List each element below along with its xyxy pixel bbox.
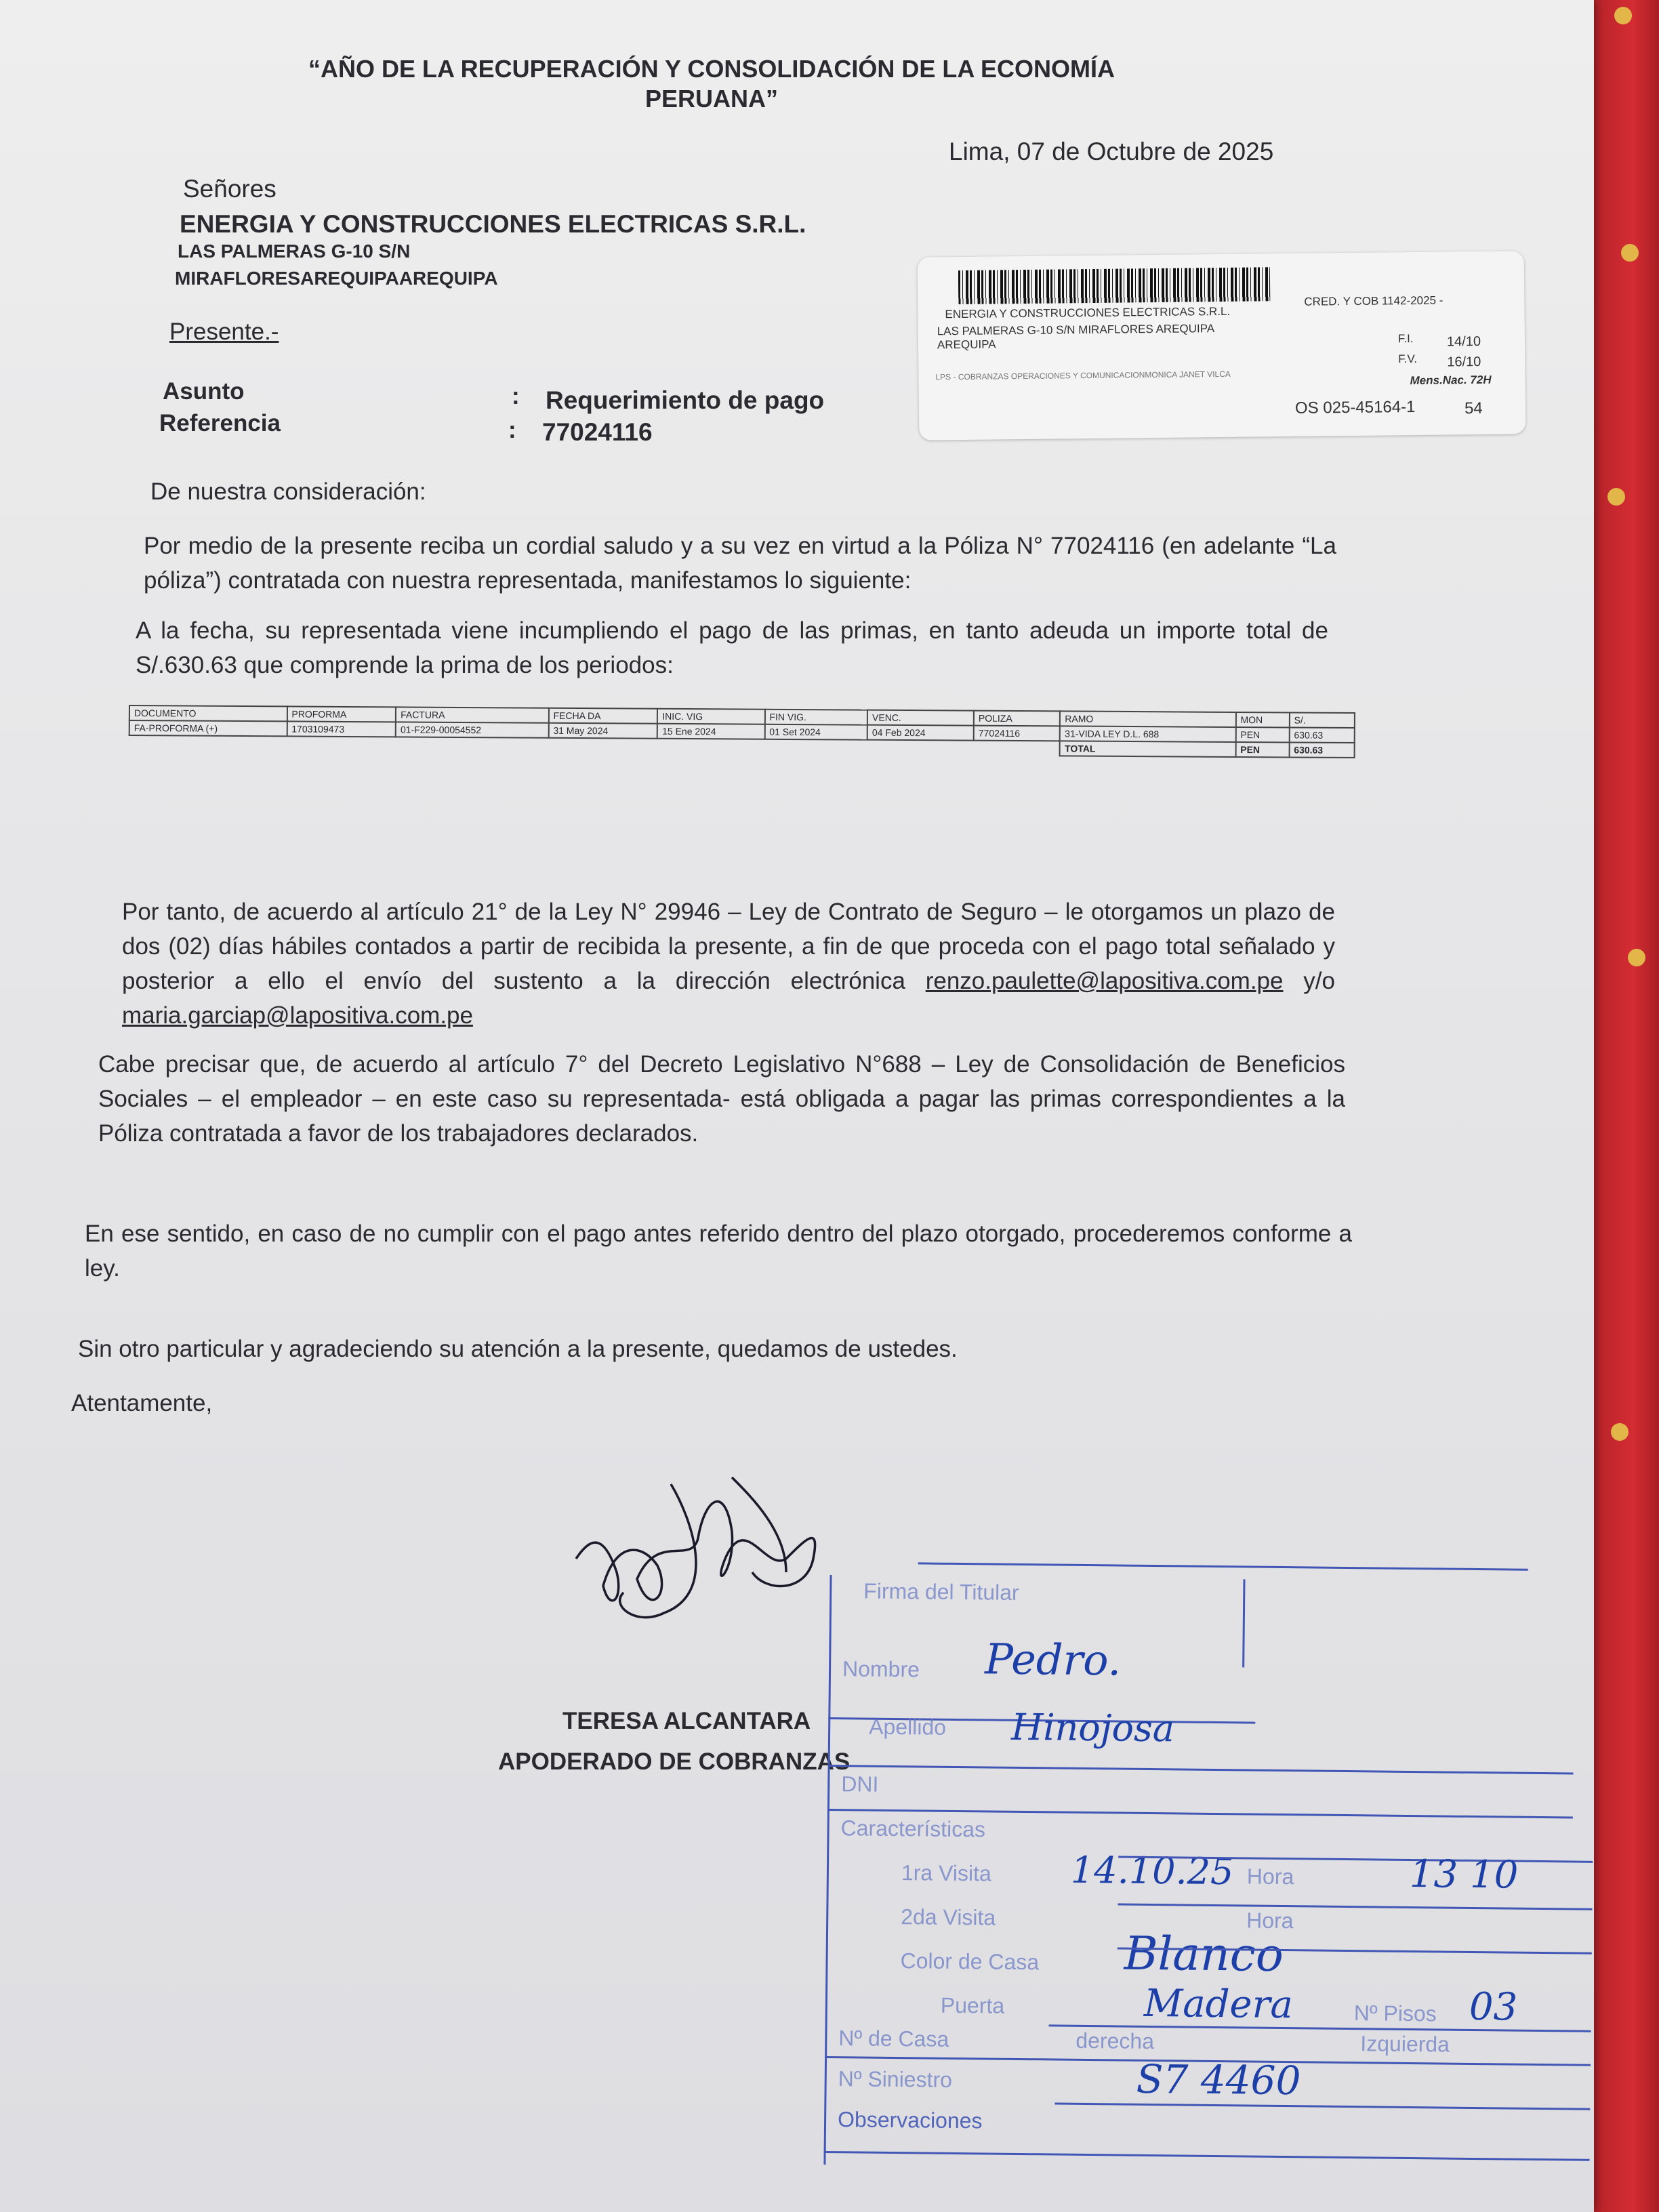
table-cell: 01-F229-00054552 [396, 722, 549, 737]
sticker-sender: LPS - COBRANZAS OPERACIONES Y COMUNICACIONMONICA JANET VILCA [935, 369, 1231, 382]
year-motto [136, 54, 1288, 114]
label-apellido: Apellido [869, 1714, 947, 1740]
sticker-recipient: ENERGIA Y CONSTRUCCIONES ELECTRICAS S.R.L. [945, 304, 1231, 321]
handwritten-apellido: Hinojosa [1010, 1705, 1175, 1750]
handwritten-pisos: 03 [1469, 1984, 1518, 2030]
stamp-line [918, 1562, 1528, 1570]
table-cell: 04 Feb 2024 [867, 725, 974, 741]
label-derecha: derecha [1076, 2028, 1155, 2054]
cloth-dot [1628, 949, 1645, 966]
table-cell: FA-PROFORMA (+) [129, 720, 287, 736]
asunto-label: Asunto [163, 378, 245, 405]
table-cell: 31 May 2024 [548, 723, 657, 739]
total-value: 630.63 [1289, 742, 1354, 758]
sticker-fi-label: F.I. [1397, 332, 1414, 346]
table-header: INIC. VIG [657, 709, 764, 724]
paragraph-3-text: Por tanto, de acuerdo al artículo 21° de la Ley N° 29946 – Ley de Contrato de Seguro – le otorgamos un plazo de dos (02) días hábiles contados a partir de recibida la presente, a fin de que proceda con el pago total señalado y posterior a ello el envío del sustento a la dirección electrónica [122, 899, 1335, 994]
table-header: FECHA DA [548, 708, 657, 724]
asunto-value: Requerimiento de pago [546, 386, 825, 414]
total-label: TOTAL [1060, 741, 1235, 757]
referencia-colon: : [508, 417, 516, 443]
referencia-value: 77024116 [542, 418, 653, 446]
label-caracteristicas: Características [840, 1816, 986, 1842]
courier-delivery-stamp [823, 1561, 1594, 2179]
stamp-line [828, 1765, 1574, 1775]
paragraph-2: A la fecha, su representada viene incumpliendo el pago de las primas, en tanto adeuda un importe total de S/.630.63 que comprende la prima de los periodos: [136, 617, 1328, 678]
table-header: PROFORMA [287, 706, 396, 722]
table-header: FACTURA [396, 707, 549, 722]
label-izquierda: Izquierda [1360, 2031, 1450, 2057]
signer-role: APODERADO DE COBRANZAS [498, 1748, 851, 1775]
background-tablecloth [1594, 0, 1659, 2212]
stamp-line [1054, 2103, 1590, 2110]
email-joiner: y/o [1303, 968, 1335, 994]
year-motto-line2: PERUANA” [644, 85, 778, 112]
cloth-dot [1611, 1423, 1629, 1441]
handwritten-puerta: Madera [1143, 1981, 1294, 2028]
stamp-line [1242, 1579, 1245, 1667]
year-motto-line1: “AÑO DE LA RECUPERACIÓN Y CONSOLIDACIÓN DE LA ECONOMÍA [308, 55, 1115, 83]
sticker-address2: AREQUIPA [937, 337, 996, 352]
table-header: RAMO [1060, 711, 1235, 727]
signer-name: TERESA ALCANTARA [562, 1708, 811, 1734]
place-date: Lima, 07 de Octubre de 2025 [949, 138, 1274, 165]
paragraph-1: Por medio de la presente reciba un cordial saludo y a su vez en virtud a la Póliza N° 77024116 (en adelante “La póliza”) contratada con nuestra representada, manifestamos lo siguiente: [144, 533, 1336, 594]
table-header: S/. [1289, 712, 1354, 728]
handwritten-color: Blanco [1124, 1927, 1284, 1983]
table-cell: 15 Ene 2024 [657, 724, 764, 739]
label-visita2: 2da Visita [901, 1904, 996, 1930]
sticker-address1: LAS PALMERAS G-10 S/N MIRAFLORES AREQUIPA [937, 322, 1215, 338]
table-cell: PEN [1235, 727, 1289, 742]
stamp-line [824, 2151, 1590, 2161]
paragraph-3 [122, 895, 1335, 1033]
label-pisos: Nº Pisos [1353, 2001, 1437, 2026]
email-link-1[interactable]: renzo.paulette@lapositiva.com.pe [925, 968, 1284, 994]
recipient-address1: LAS PALMERAS G-10 S/N [178, 241, 411, 262]
cloth-dot [1614, 7, 1632, 24]
table-cell: 77024116 [974, 726, 1061, 741]
label-nombre: Nombre [842, 1656, 920, 1682]
label-observaciones: Observaciones [837, 2107, 983, 2133]
recipient-address2: MIRAFLORESAREQUIPAAREQUIPA [175, 268, 498, 289]
sticker-cred: CRED. Y COB 1142-2025 - [1304, 293, 1443, 308]
sticker-os: OS 025-45164-1 [1294, 398, 1416, 417]
sticker-fi-value: 14/10 [1446, 333, 1481, 350]
handwritten-nombre: Pedro. [984, 1634, 1122, 1685]
handwritten-signature [562, 1457, 847, 1660]
label-hora-2: Hora [1246, 1908, 1294, 1933]
label-casa: Nº de Casa [838, 2026, 949, 2051]
handwritten-fecha: 14.10.25 [1070, 1848, 1234, 1893]
table-cell: 31-VIDA LEY D.L. 688 [1060, 726, 1235, 742]
referencia-label: Referencia [159, 410, 281, 436]
sticker-service: Mens.Nac. 72H [1410, 373, 1492, 388]
cloth-dot [1607, 488, 1625, 506]
table-header: MON [1235, 712, 1289, 727]
paragraph-6: Sin otro particular y agradeciendo su atención a la presente, quedamos de ustedes. [78, 1336, 958, 1362]
table-cell: 1703109473 [287, 721, 396, 737]
label-dni: DNI [841, 1771, 879, 1797]
email-link-2[interactable]: maria.garciap@lapositiva.com.pe [122, 1002, 473, 1029]
paragraph-5: En ese sentido, en caso de no cumplir con el pago antes referido dentro del plazo otorgado, procederemos conforme a ley. [85, 1221, 1352, 1282]
invoice-table [129, 705, 1355, 758]
sticker-os-num: 54 [1464, 398, 1483, 418]
greeting: De nuestra consideración: [150, 478, 426, 505]
barcode [958, 267, 1270, 304]
asunto-colon: : [512, 383, 520, 409]
stamp-line [823, 1575, 832, 2165]
table-header: FIN VIG. [764, 710, 867, 725]
closing: Atentamente, [71, 1390, 213, 1416]
table-header: VENC. [867, 710, 974, 726]
table-header: POLIZA [974, 711, 1061, 726]
mailing-label-sticker [918, 251, 1526, 440]
table-cell: 630.63 [1289, 727, 1354, 743]
label-siniestro: Nº Siniestro [838, 2066, 953, 2092]
handwritten-hora: 13 10 [1409, 1851, 1519, 1898]
table-cell: 01 Set 2024 [764, 724, 867, 740]
presente: Presente.- [169, 319, 279, 345]
cloth-dot [1621, 244, 1639, 262]
paragraph-4: Cabe precisar que, de acuerdo al artículo 7° del Decreto Legislativo N°688 – Ley de Consolidación de Beneficios Sociales – el empleador – en este caso su representada- está obligada a pagar las primas correspondientes a la Póliza contratada a favor de los trabajadores declarados. [98, 1051, 1345, 1147]
total-currency: PEN [1235, 742, 1289, 757]
label-puerta: Puerta [940, 1992, 1005, 2018]
label-hora-1: Hora [1246, 1864, 1294, 1889]
label-color: Color de Casa [900, 1948, 1040, 1975]
label-firma: Firma del Titular [863, 1578, 1019, 1605]
salutation-to: Señores [183, 175, 276, 203]
sticker-fv-value: 16/10 [1447, 354, 1481, 370]
stamp-line [1118, 1903, 1592, 1910]
table-header: DOCUMENTO [129, 705, 287, 721]
label-visita1: 1ra Visita [901, 1860, 991, 1886]
recipient-name: ENERGIA Y CONSTRUCCIONES ELECTRICAS S.R.L. [180, 210, 806, 238]
sticker-fv-label: F.V. [1398, 352, 1418, 366]
handwritten-siniestro: S7 4460 [1136, 2055, 1301, 2104]
